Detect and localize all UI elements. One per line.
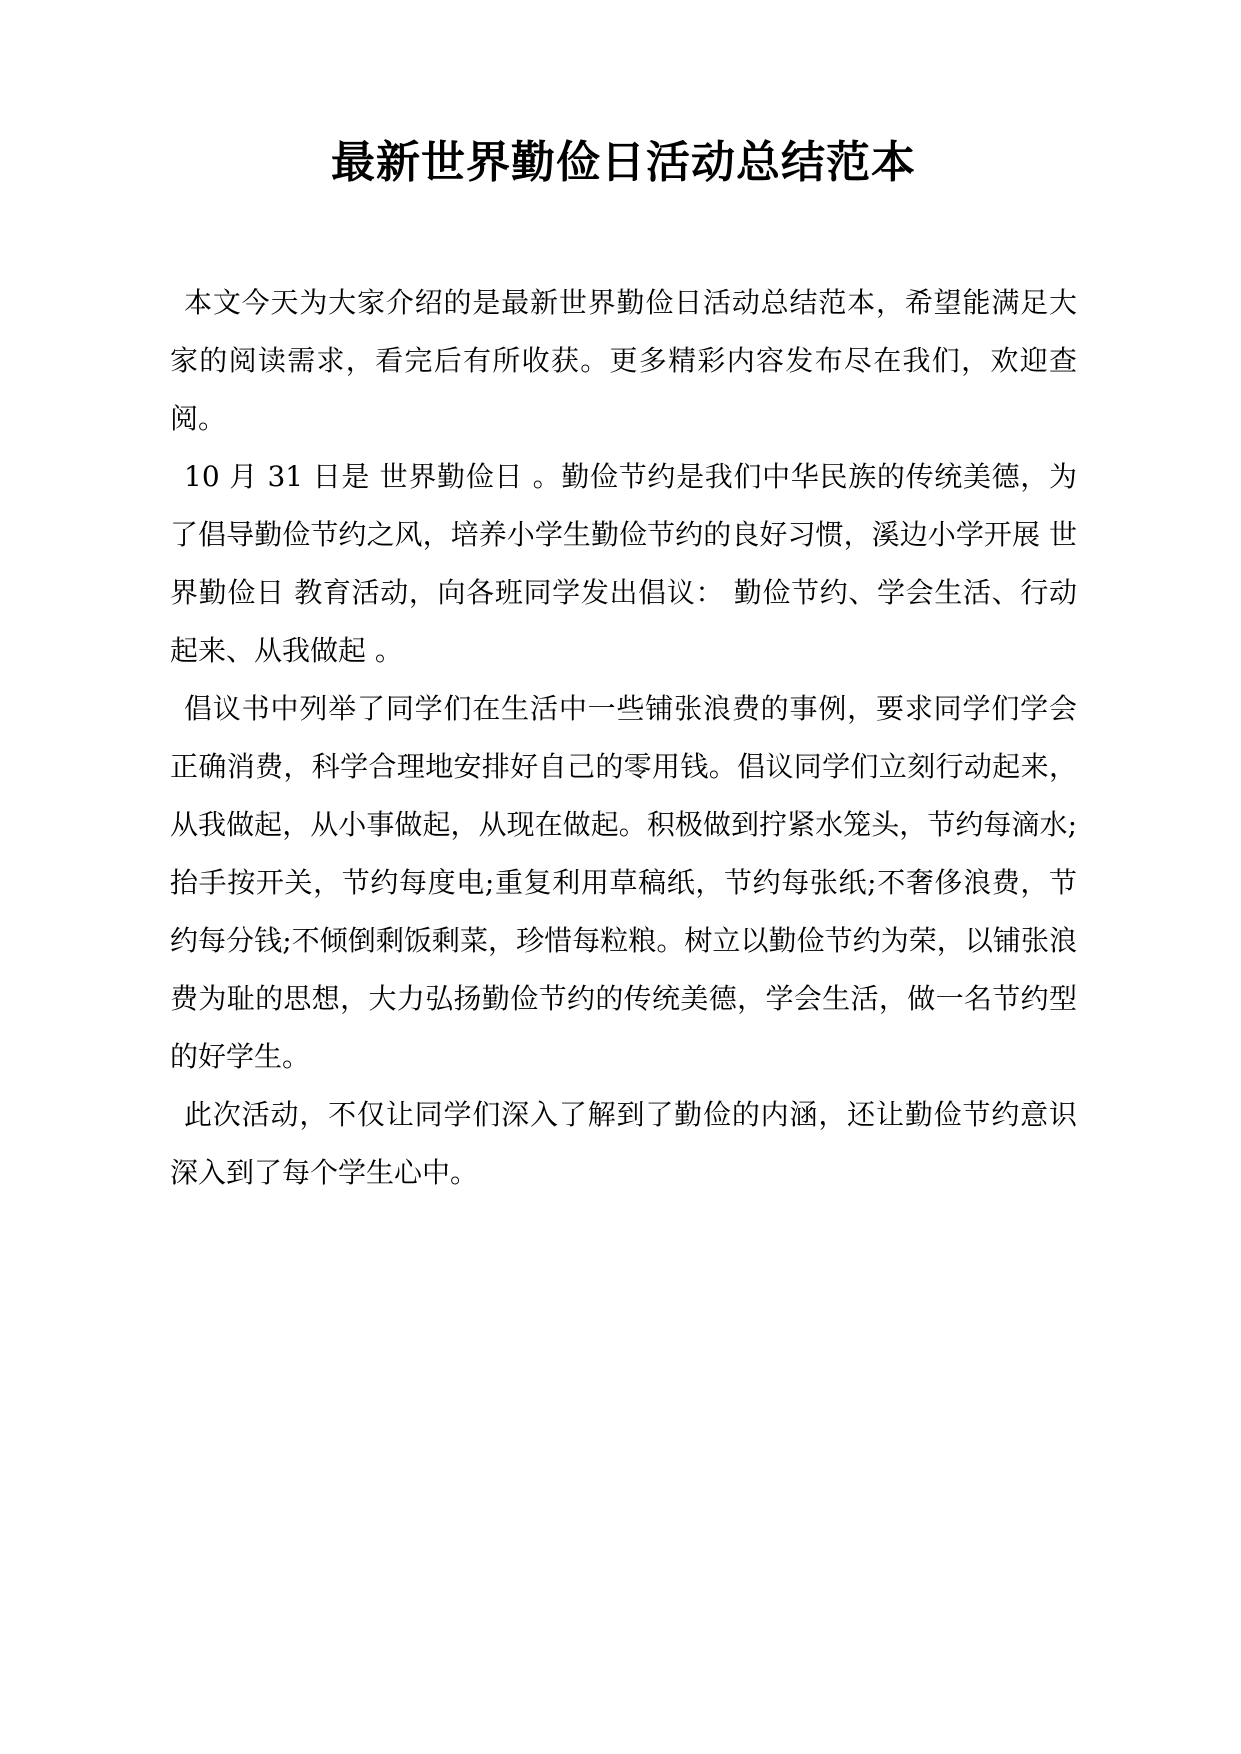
document-title: 最新世界勤俭日活动总结范本 [331,137,916,188]
paragraph-intro: 本文今天为大家介绍的是最新世界勤俭日活动总结范本，希望能满足大家的阅读需求，看完后有所收获。更多精彩内容发布尽在我们，欢迎查阅。 [170,286,1077,435]
paragraph-conclusion: 此次活动，不仅让同学们深入了解到了勤俭的内涵，还让勤俭节约意识深入到了每个学生心中。 [170,1098,1077,1189]
paragraph-proposal-details: 倡议书中列举了同学们在生活中一些铺张浪费的事例，要求同学们学会正确消费，科学合理地安排好自己的零用钱。倡议同学们立刻行动起来，从我做起，从小事做起，从现在做起。积极做到拧紧水笼头，节约每滴水;抬手按开关，节约每度电;重复利用草稿纸，节约每张纸;不奢侈浪费，节约每分钱;不倾倒剩饭剩菜，珍惜每粒粮。树立以勤俭节约为荣，以铺张浪费为耻的思想，大力弘扬勤俭节约的传统美德，学会生活，做一名节约型的好学生。 [170,692,1077,1073]
paragraph-event-background: 10 月 31 日是 世界勤俭日 。勤俭节约是我们中华民族的传统美德，为了倡导勤俭节约之风，培养小学生勤俭节约的良好习惯，溪边小学开展 世界勤俭日 教育活动，向各班同学发出倡议： 勤俭节约、学会生活、行动起来、从我做起 。 [170,460,1077,667]
document-body [170,274,1077,1202]
